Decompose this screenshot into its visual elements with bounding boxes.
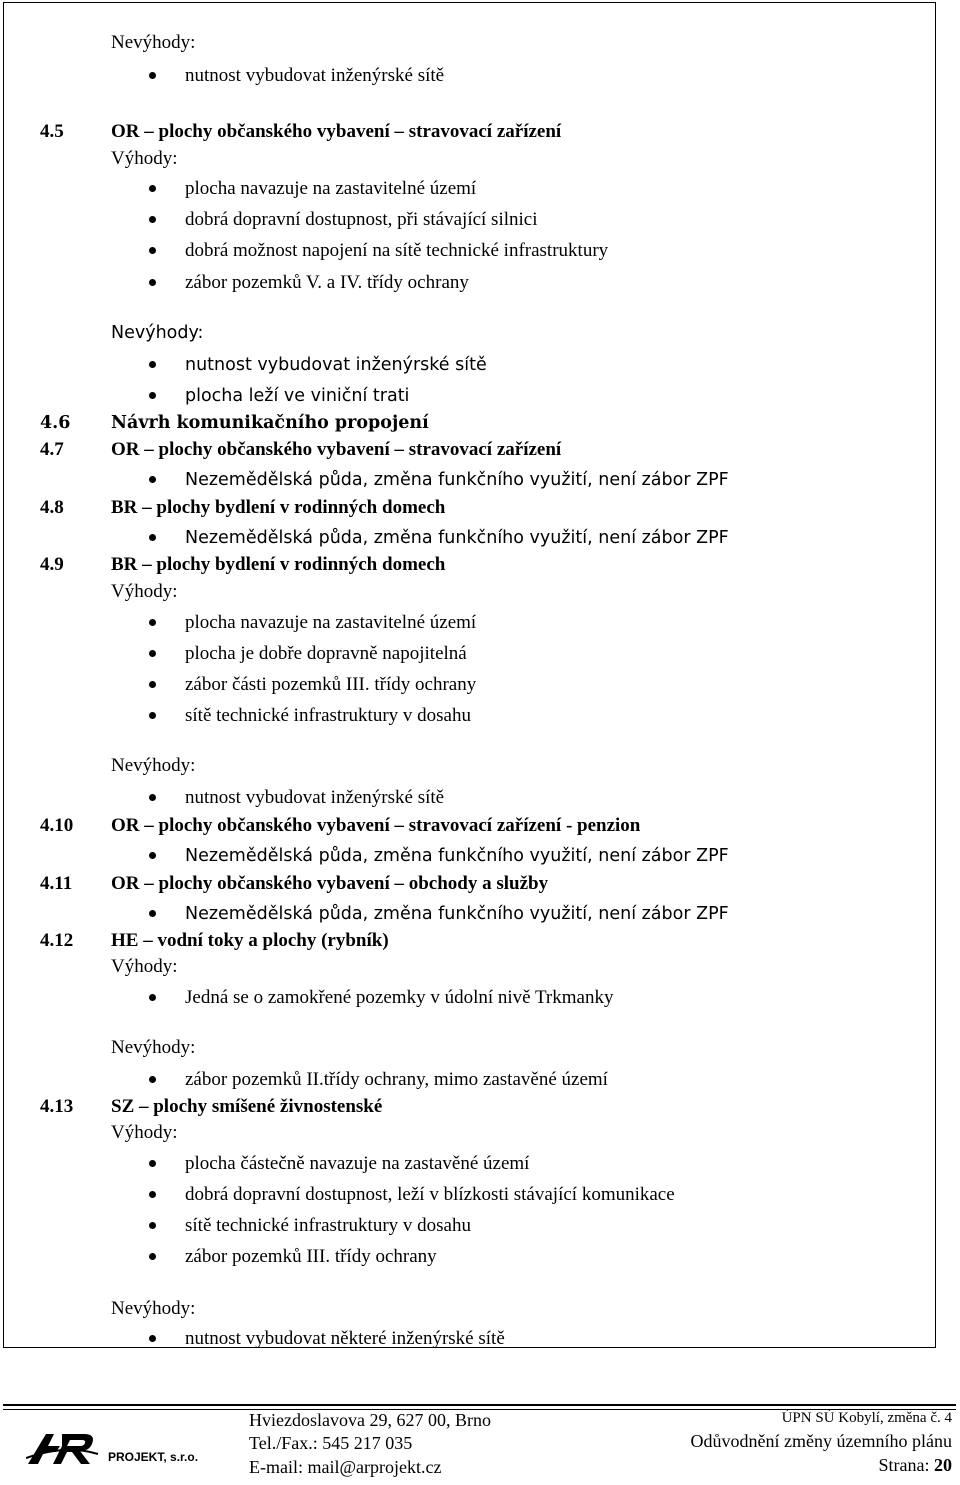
list-item: plocha navazuje na zastavitelné území xyxy=(185,178,477,199)
list-item: Nezemědělská půda, změna funkčního využití, není zábor ZPF xyxy=(185,470,729,490)
list-item: Nezemědělská půda, změna funkčního využití, není zábor ZPF xyxy=(185,904,729,924)
list-item: zábor části pozemků III. třídy ochrany xyxy=(185,674,477,695)
section-number: 4.6 xyxy=(40,413,71,433)
list-item: plocha je dobře dopravně napojitelná xyxy=(185,643,467,664)
page-number: 20 xyxy=(934,1455,952,1475)
cons-label: Nevýhody: xyxy=(111,1298,196,1319)
list-item: sítě technické infrastruktury v dosahu xyxy=(185,705,471,726)
list-item: sítě technické infrastruktury v dosahu xyxy=(185,1215,471,1236)
pros-label: Výhody: xyxy=(111,581,178,602)
section-number: 4.5 xyxy=(40,121,64,142)
bullet-dot xyxy=(149,1253,156,1260)
bullet-dot xyxy=(149,681,156,688)
bullet-dot xyxy=(149,852,156,859)
list-item: dobrá dopravní dostupnost, při stávající silnici xyxy=(185,209,538,230)
cons-label: Nevýhody: xyxy=(111,1037,196,1058)
footer-email: E-mail: mail@arprojekt.cz xyxy=(249,1457,442,1477)
bullet-dot xyxy=(149,619,156,626)
pros-label: Výhody: xyxy=(111,148,178,169)
bullet-dot xyxy=(149,1160,156,1167)
section-number: 4.12 xyxy=(40,930,74,951)
section-title: OR – plochy občanského vybavení – stravovací zařízení - penzion xyxy=(111,815,641,836)
bullet-dot xyxy=(149,712,156,719)
bullet-dot xyxy=(149,392,156,399)
section-title: BR – plochy bydlení v rodinných domech xyxy=(111,554,446,575)
section-title: HE – vodní toky a plochy (rybník) xyxy=(111,930,389,951)
list-item: plocha částečně navazuje na zastavěné území xyxy=(185,1153,530,1174)
bullet-dot xyxy=(149,1076,156,1083)
list-item: zábor pozemků III. třídy ochrany xyxy=(185,1246,437,1267)
list-item: nutnost vybudovat inženýrské sítě xyxy=(185,787,445,808)
bullet-dot xyxy=(149,216,156,223)
section-title: Návrh komunikačního propojení xyxy=(111,413,429,433)
footer-rule xyxy=(3,1404,956,1406)
section-title: SZ – plochy smíšené živnostenské xyxy=(111,1096,383,1117)
page-label: Strana: xyxy=(878,1455,930,1475)
list-item: plocha navazuje na zastavitelné území xyxy=(185,612,477,633)
bullet-dot xyxy=(149,476,156,483)
section-number: 4.7 xyxy=(40,439,64,460)
list-item: zábor pozemků V. a IV. třídy ochrany xyxy=(185,272,469,293)
section-title: BR – plochy bydlení v rodinných domech xyxy=(111,497,446,518)
bullet-dot xyxy=(149,1335,156,1342)
bullet-dot xyxy=(149,794,156,801)
list-item: zábor pozemků II.třídy ochrany, mimo zastavěné území xyxy=(185,1069,608,1090)
bullet-dot xyxy=(149,534,156,541)
footer-phone: Tel./Fax.: 545 217 035 xyxy=(249,1433,413,1453)
list-item: nutnost vybudovat inženýrské sítě xyxy=(185,65,445,86)
section-title: OR – plochy občanského vybavení – stravovací zařízení xyxy=(111,439,562,460)
bullet-dot xyxy=(149,650,156,657)
document-body xyxy=(3,2,936,1348)
bullet-dot xyxy=(149,361,156,368)
list-item: plocha leží ve viniční trati xyxy=(185,386,410,406)
section-number: 4.13 xyxy=(40,1096,74,1117)
bullet-dot xyxy=(149,72,156,79)
cons-label: Nevýhody: xyxy=(111,32,196,53)
company-logo xyxy=(26,1424,206,1468)
footer-address: Hviezdoslavova 29, 627 00, Brno xyxy=(249,1410,491,1430)
bullet-dot xyxy=(149,910,156,917)
pros-label: Výhody: xyxy=(111,956,178,977)
section-number: 4.8 xyxy=(40,497,64,518)
list-item: Nezemědělská půda, změna funkčního využití, není zábor ZPF xyxy=(185,846,729,866)
footer-page xyxy=(879,1455,953,1476)
ar-logo-icon xyxy=(26,1424,206,1468)
bullet-dot xyxy=(149,1191,156,1198)
section-number: 4.10 xyxy=(40,815,74,836)
list-item: dobrá možnost napojení na sítě technické infrastruktury xyxy=(185,240,609,261)
bullet-dot xyxy=(149,1222,156,1229)
cons-label: Nevýhody: xyxy=(111,755,196,776)
logo-text: PROJEKT, s.r.o. xyxy=(108,1450,199,1464)
section-number: 4.9 xyxy=(40,554,64,575)
list-item: nutnost vybudovat inženýrské sítě xyxy=(185,355,487,375)
footer-doc-title: ÚPN SÚ Kobylí, změna č. 4 xyxy=(781,1410,952,1426)
cons-label: Nevýhody: xyxy=(111,323,204,343)
list-item: Jedná se o zamokřené pozemky v údolní nivě Trkmanky xyxy=(185,987,614,1008)
footer-doc-subtitle: Odůvodnění změny územního plánu xyxy=(690,1431,952,1451)
section-title: OR – plochy občanského vybavení – stravovací zařízení xyxy=(111,121,562,142)
pros-label: Výhody: xyxy=(111,1122,178,1143)
bullet-dot xyxy=(149,247,156,254)
bullet-dot xyxy=(149,279,156,286)
bullet-dot xyxy=(149,994,156,1001)
section-title: OR – plochy občanského vybavení – obchody a služby xyxy=(111,873,549,894)
list-item: Nezemědělská půda, změna funkčního využití, není zábor ZPF xyxy=(185,528,729,548)
bullet-dot xyxy=(149,185,156,192)
list-item: nutnost vybudovat některé inženýrské sítě xyxy=(185,1328,505,1349)
list-item: dobrá dopravní dostupnost, leží v blízkosti stávající komunikace xyxy=(185,1184,675,1205)
section-number: 4.11 xyxy=(40,873,73,894)
